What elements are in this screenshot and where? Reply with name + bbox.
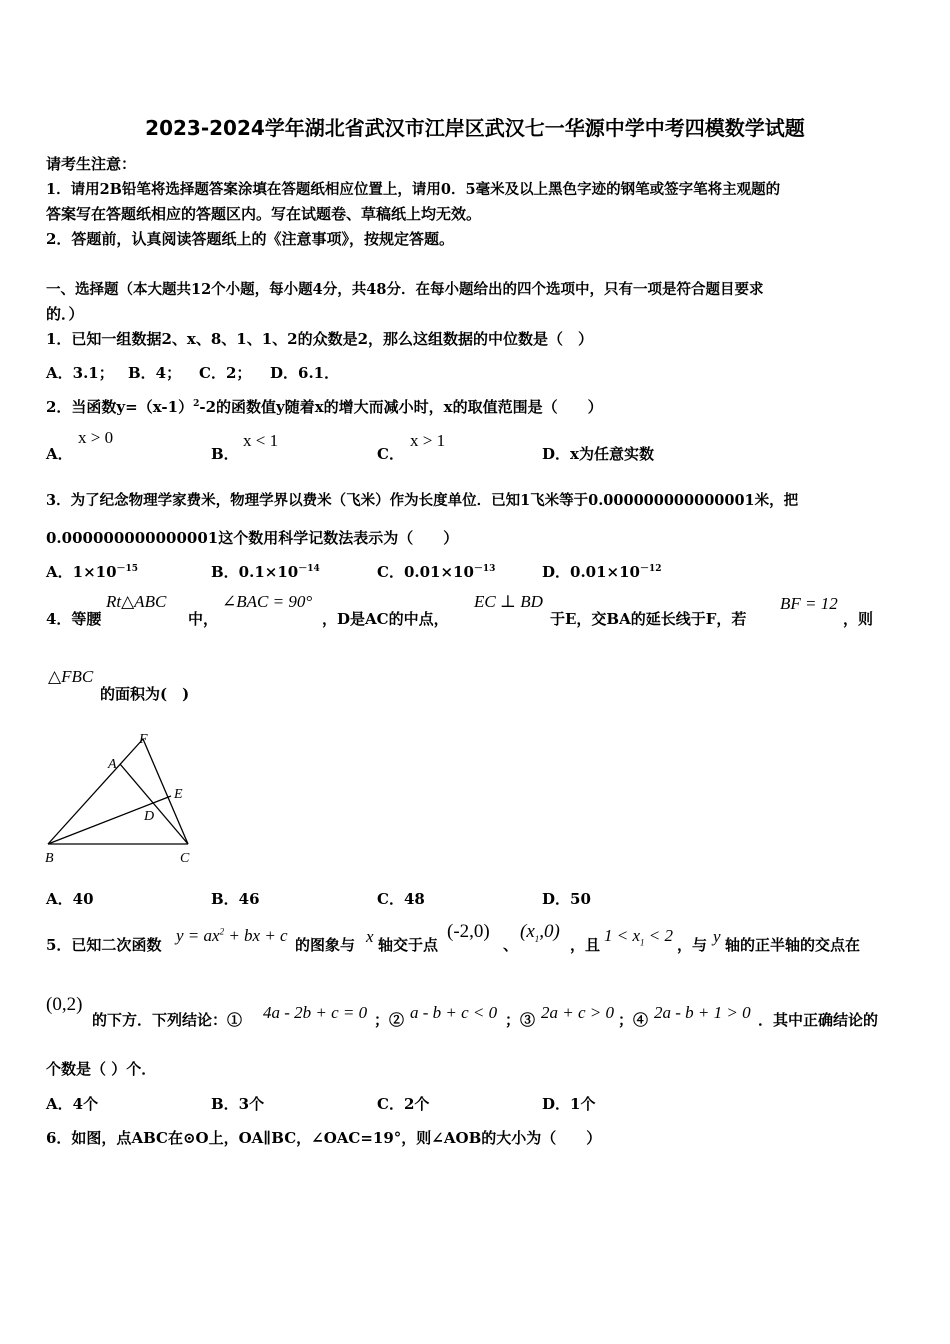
q2-option-b-label: B． bbox=[211, 445, 239, 463]
q3-option-d: D．$0.01\times 10^{-12}$ bbox=[542, 563, 662, 581]
q2-option-d: D．x为任意实数 bbox=[542, 445, 654, 463]
q3-option-b: B．$0.1\times 10^{-14}$ bbox=[211, 563, 320, 581]
page-title: 2023-2024学年湖北省武汉市江岸区武汉七一华源中学中考四模数学试题 bbox=[145, 116, 805, 140]
q4-option-b: B．46 bbox=[211, 890, 260, 908]
question-5-conclusion-3: 2a + c > 0 bbox=[541, 1003, 614, 1022]
question-5-point-3: (0,2) bbox=[46, 994, 83, 1015]
q1-option-b: B．4； bbox=[128, 364, 182, 382]
question-4-part-6: 的面积为( ) bbox=[100, 685, 190, 703]
question-5-y: y bbox=[713, 927, 721, 946]
question-5-point-1: (-2,0) bbox=[447, 921, 490, 942]
question-5-part-10: ；③ bbox=[505, 1011, 536, 1029]
q5-option-a: A．4个 bbox=[46, 1095, 99, 1113]
question-6-stem: 6．如图，点ABC在⊙O上，OA∥BC，∠OAC=19°，则∠AOB的大小为（ ） bbox=[46, 1129, 602, 1147]
question-5-part-9: ；② bbox=[374, 1011, 405, 1029]
question-4-part-2: 中， bbox=[188, 610, 219, 628]
q3-option-c: C．$0.01\times 10^{-13}$ bbox=[377, 563, 496, 581]
question-5-part-7: 轴的正半轴的交点在 bbox=[725, 936, 861, 954]
question-5-part-2: 的图象与 bbox=[295, 936, 356, 954]
q2-option-c-label: C． bbox=[377, 445, 404, 463]
label-a: A bbox=[108, 757, 117, 772]
question-1-stem: 1．已知一组数据2、x、8、1、1、2的众数是2，那么这组数据的中位数是（ ） bbox=[46, 330, 594, 348]
question-5-part-5: ，且 bbox=[570, 936, 601, 954]
q2-option-c-math: x > 1 bbox=[410, 431, 446, 450]
q2-option-a-math: x > 0 bbox=[78, 428, 114, 447]
question-5-part-12: ．其中正确结论的 bbox=[758, 1011, 879, 1029]
question-5-part-4: 、 bbox=[503, 936, 519, 954]
question-5-x: x bbox=[366, 927, 374, 946]
line-bf bbox=[48, 739, 143, 844]
section-heading-cont: 的．） bbox=[46, 305, 84, 323]
section-heading: 一、选择题（本大题共12个小题，每小题4分，共48分．在每小题给出的四个选项中，只有一项是符合题目要求 bbox=[46, 281, 764, 298]
question-5-part-1: 5．已知二次函数 bbox=[46, 936, 162, 954]
question-2-stem: 2．当函数$y=(x-1)^2-2$的函数值y随着x的增大而减小时，x的取值范围是（ ） bbox=[46, 398, 603, 416]
q4-option-d: D．50 bbox=[542, 890, 591, 908]
label-f: F bbox=[139, 732, 148, 747]
question-5-conclusion-2: a - b + c < 0 bbox=[410, 1003, 498, 1022]
line-ac bbox=[120, 764, 188, 844]
triangle-figure bbox=[40, 728, 210, 868]
question-3-stem-cont: 0.000000000000001这个数用科学记数法表示为（ ） bbox=[46, 529, 459, 547]
question-4-part-1: 4．等腰 bbox=[46, 610, 102, 628]
q1-option-c: C．2； bbox=[199, 364, 252, 382]
q2-option-a-label: A． bbox=[46, 445, 73, 463]
question-5-range: $1 < x_1 < 2$ bbox=[604, 926, 674, 948]
question-4-math-4: BF = 12 bbox=[780, 594, 838, 613]
question-5-conclusion-4: 2a - b + 1 > 0 bbox=[654, 1003, 751, 1022]
notice-line-2: 2．答题前，认真阅读答题纸上的《注意事项》，按规定答题。 bbox=[46, 230, 454, 248]
q4-option-c: C．48 bbox=[377, 890, 425, 908]
question-4-part-4: 于E，交BA的延长线于F，若 bbox=[550, 610, 747, 628]
notice-heading: 请考生注意： bbox=[46, 155, 137, 173]
question-3-stem: 3．为了纪念物理学家费米，物理学界以费米（飞米）作为长度单位．已知1飞米等于0.000000000000001米，把 bbox=[46, 492, 799, 509]
question-4-math-3: EC ⊥ BD bbox=[474, 592, 543, 611]
label-c: C bbox=[180, 851, 190, 866]
question-5-function: $y = ax^2$ + bx + c bbox=[176, 926, 288, 945]
notice-line-1: 1．请用2B铅笔将选择题答案涂填在答题纸相应位置上，请用0．5毫米及以上黑色字迹的钢笔或签字笔将主观题的 bbox=[46, 181, 781, 198]
label-d: D bbox=[144, 809, 155, 824]
q4-option-a: A．40 bbox=[46, 890, 94, 908]
q5-option-d: D．1个 bbox=[542, 1095, 596, 1113]
question-4-math-5: △FBC bbox=[48, 667, 94, 686]
question-4-part-5: ，则 bbox=[843, 610, 874, 628]
notice-line-1b: 答案写在答题纸相应的答题区内。写在试题卷、草稿纸上均无效。 bbox=[46, 205, 482, 223]
question-5-part-8: 的下方．下列结论：① bbox=[92, 1011, 243, 1029]
question-5-part-6: ，与 bbox=[677, 936, 708, 954]
question-5-part-13: 个数是（ ）个． bbox=[46, 1060, 157, 1078]
question-4-part-3: ，D是AC的中点， bbox=[322, 610, 449, 628]
q2-option-b-math: x < 1 bbox=[243, 431, 279, 450]
label-b: B bbox=[45, 851, 54, 866]
question-5-part-3: 轴交于点 bbox=[378, 936, 439, 954]
q5-option-b: B．3个 bbox=[211, 1095, 265, 1113]
q1-option-a: A．3.1； bbox=[46, 364, 114, 382]
question-5-conclusion-1: 4a - 2b + c = 0 bbox=[263, 1003, 368, 1022]
q5-option-c: C．2个 bbox=[377, 1095, 430, 1113]
question-4-math-2: ∠BAC = 90° bbox=[222, 592, 313, 611]
q1-option-d: D．6.1． bbox=[270, 364, 340, 382]
label-e: E bbox=[174, 787, 183, 802]
q3-option-a: A．$1\times 10^{-15}$ bbox=[46, 563, 139, 581]
question-5-part-11: ；④ bbox=[618, 1011, 649, 1029]
question-5-point-2: $(x_1,0)$ bbox=[520, 921, 560, 944]
question-4-math-1: Rt△ABC bbox=[106, 592, 167, 611]
